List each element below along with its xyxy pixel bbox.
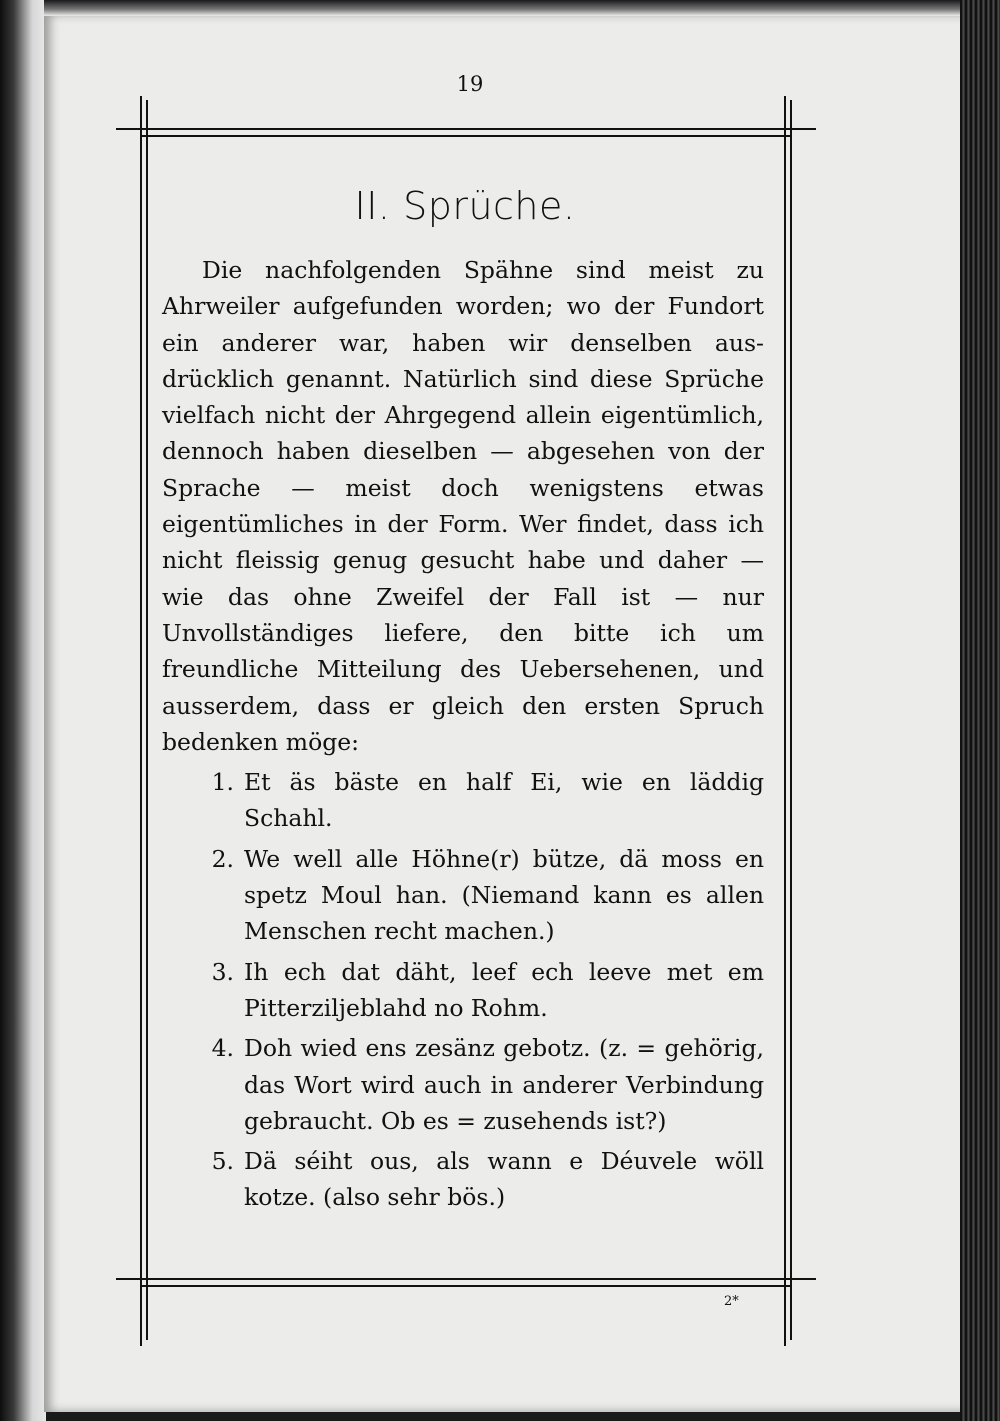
intro-paragraph: Die nachfolgenden Spähne sind meist zu Ahrweiler aufgefunden worden; wo der Fundort ein anderer war, haben wir denselben ausdrücklich genannt. Natürlich sind diese Sprüche vielfach nicht der Ahrgegend allein eigentümlich, dennoch haben dieselben — abgesehen von der Sprache — meist doch wenigstens etwas eigentümliches in der Form. Wer findet, dass ich nicht fleissig genug gesucht habe und daher — wie das ohne Zweifel der Fall ist — nur Unvollständiges liefere, den bitte ich um freundliche Mitteilung des Uebersehenen, und ausserdem, dass er gleich den ersten Spruch bedenken möge: — [162, 256, 764, 756]
book-page-edges — [960, 0, 1000, 1421]
header-rule-top — [116, 128, 816, 130]
section-title: II. Sprüche. — [354, 184, 576, 228]
saying-text: Et äs bäste en half Ei, wie en läddig Schahl. — [244, 768, 764, 833]
saying-number: 1. — [211, 768, 234, 797]
footer-rule-top — [116, 1278, 816, 1280]
page-body — [162, 252, 764, 1216]
page-number: 19 — [456, 72, 484, 96]
footer-rule-bottom — [140, 1285, 792, 1287]
saying-item — [162, 841, 764, 950]
printer-signature-mark: 2* — [724, 1294, 739, 1309]
saying-number: 5. — [211, 1147, 234, 1176]
saying-item — [162, 764, 764, 837]
saying-text: Ih ech dat däht, leef ech leeve met em Pitterziljeblahd no Rohm. — [244, 957, 764, 1022]
frame-left-rule-inner — [146, 100, 148, 1340]
saying-number: 4. — [211, 1034, 234, 1063]
saying-text: Doh wied ens zesänz gebotz. (z. = gehörig, das Wort wird auch in anderer Verbindung gebraucht. Ob es = zusehends ist?) — [244, 1034, 764, 1135]
saying-item — [162, 1143, 764, 1216]
saying-item — [162, 1030, 764, 1139]
frame-right-rule-outer — [790, 100, 792, 1340]
page-top-edge — [44, 0, 966, 16]
frame-left-rule-outer — [140, 96, 142, 1346]
saying-number: 2. — [211, 844, 234, 873]
saying-number: 3. — [211, 957, 234, 986]
frame-right-rule-inner — [784, 96, 786, 1346]
sayings-list — [162, 764, 764, 1216]
saying-text: We well alle Höhne(r) bütze, dä moss en spetz Moul han. (Niemand kann es allen Menschen recht machen.) — [244, 844, 764, 946]
header-rule-bottom — [140, 135, 792, 137]
saying-text: Dä séiht ous, als wann e Déuvele wöll kotze. (also sehr bös.) — [244, 1147, 764, 1212]
saying-item — [162, 954, 764, 1027]
